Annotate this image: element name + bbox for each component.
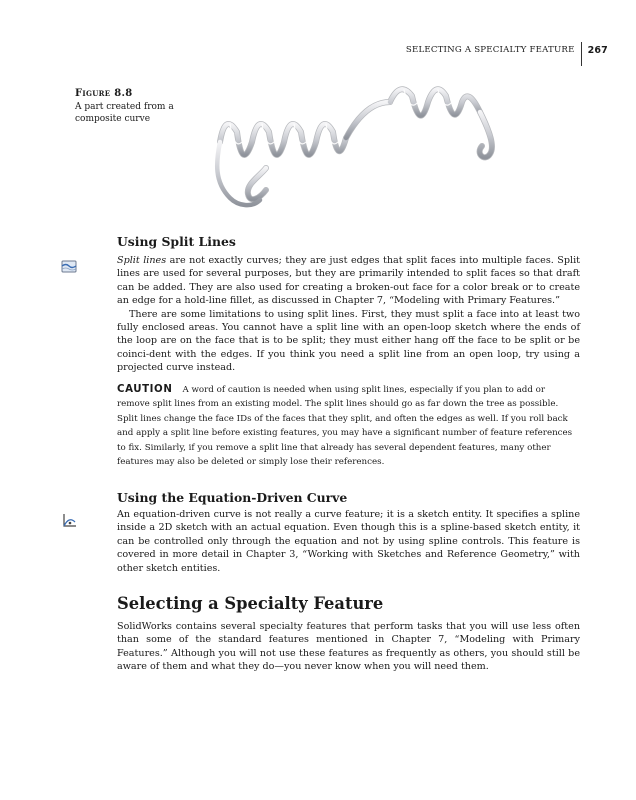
- caution-note: [117, 383, 580, 469]
- caution-label: CAUTION: [117, 384, 173, 395]
- specialty-feature-paragraph: SolidWorks contains several specialty features that perform tasks that you will use less often than some of the standard features mentioned in Chapter 7, “Modeling with Primary Features.” Although you will not use these features as frequently as others, you should still be aware of them and what they do—you never know when you will need them.: [117, 621, 580, 673]
- running-head: [406, 38, 608, 62]
- split-lines-paragraph-1-text: are not exactly curves; they are just edges that split faces into multiple faces. Split lines are used for several purposes, but they are primarily intended to split faces so that draft can be added. They are also used for creating a broken-out face for a color break or to create an edge for a hold-line fillet, as discussed in Chapter 7, “Modeling with Primary Features.”: [117, 255, 580, 307]
- equation-curve-paragraph: An equation-driven curve is not really a curve feature; it is a sketch entity. It specifies a spline inside a 2D sketch with an actual equation. Even though this is a spline-based sketch entity, it can be controlled only through the equation and not by using spline controls. This feature is covered in more detail in Chapter 3, “Working with Sketches and Reference Geometry,” with other sketch entities.: [117, 509, 580, 574]
- equation-curve-icon: [60, 512, 78, 530]
- split-lines-paragraph-1: [117, 254, 580, 308]
- running-head-title: SELECTING A SPECIALTY FEATURE: [405, 45, 575, 55]
- coil-spring-illustration: [190, 72, 530, 222]
- split-lines-heading: Using Split Lines: [117, 234, 236, 249]
- split-lines-paragraph-2: There are some limitations to using split lines. First, they must split a face into at least two fully enclosed areas. You cannot have a split line with an open-loop sketch where the ends of the loop are on the face that is to be split; they must either hang off the face to be split or be coinci-dent with the edges. If you think you need a split line from an open loop, try using a projected curve instead.: [117, 308, 580, 374]
- specialty-feature-section: [117, 594, 580, 674]
- running-head-divider: [581, 42, 582, 66]
- figure-label: Figure 8.8: [75, 88, 133, 99]
- figure-caption: [75, 88, 185, 126]
- figure-caption-text: A part created from a composite curve: [75, 101, 174, 124]
- page-number: 267: [587, 44, 608, 56]
- equation-curve-heading: Using the Equation-Driven Curve: [117, 490, 348, 505]
- caution-text: A word of caution is needed when using split lines, especially if you plan to add or remove split lines from an existing model. The split lines should go as far down the tree as possible. Split lines change the face IDs of the faces that they split, and often the edges as well. If you roll back and apply a split line before existing features, you may have a significant number of feature references to fix. Similarly, if you remove a split line that already has several dependent features, many other features may also be deleted or simply lose their references.: [117, 385, 573, 468]
- split-lines-section: [117, 234, 580, 375]
- specialty-feature-heading: Selecting a Specialty Feature: [117, 594, 384, 613]
- split-line-icon: [60, 257, 78, 275]
- split-lines-term: Split lines: [117, 255, 167, 266]
- equation-curve-section: [117, 490, 580, 575]
